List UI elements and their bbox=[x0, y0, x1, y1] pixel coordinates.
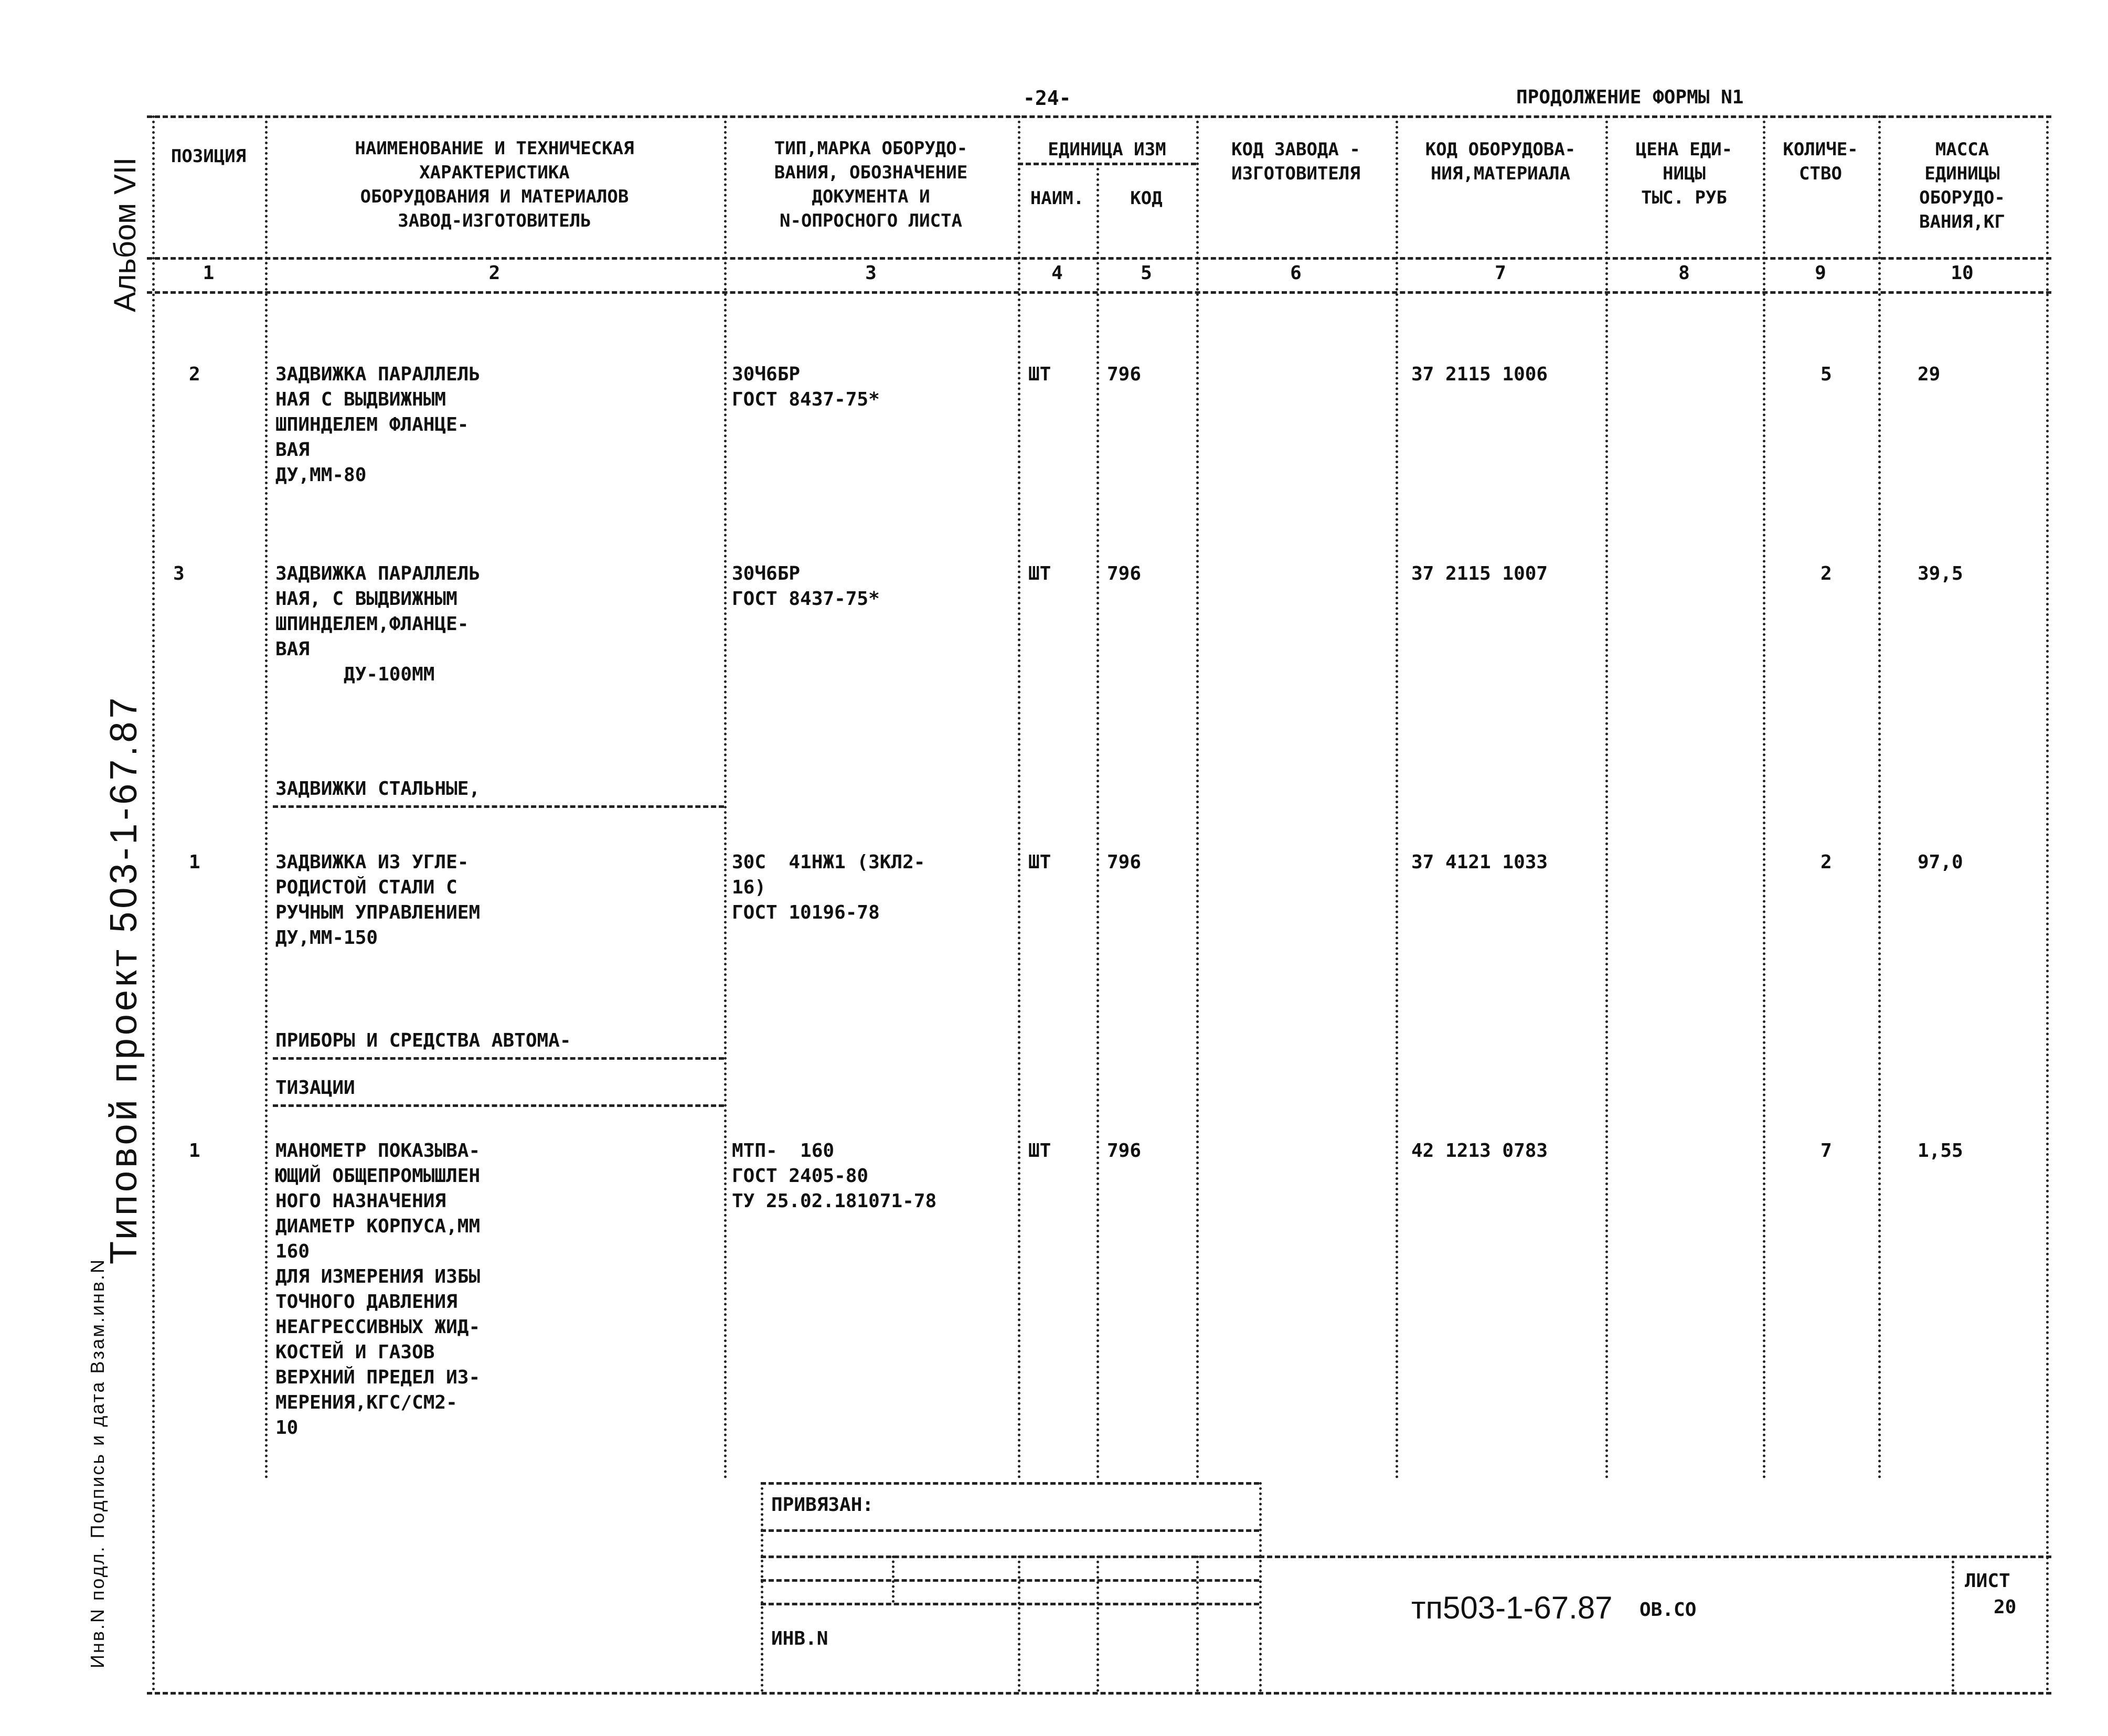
row-equipment-code: 37 2115 1007 bbox=[1411, 563, 1548, 584]
section-header: ЗАДВИЖКИ СТАЛЬНЫЕ, bbox=[275, 778, 481, 800]
document-code: тп503-1-67.87 bbox=[1411, 1590, 1613, 1625]
column-number: 6 bbox=[1290, 262, 1302, 284]
stamp-bound-label: ПРИВЯЗАН: bbox=[771, 1494, 874, 1516]
row-quantity: 2 bbox=[1820, 563, 1832, 584]
row-quantity: 2 bbox=[1820, 851, 1832, 873]
continuation-title: ПРОДОЛЖЕНИЕ ФОРМЫ N1 bbox=[1516, 87, 1744, 108]
column-number: 3 bbox=[865, 262, 877, 284]
header-position: ПОЗИЦИЯ bbox=[171, 146, 247, 167]
row-type: МТП- 160 ГОСТ 2405-80 ТУ 25.02.181071-78 bbox=[732, 1140, 937, 1212]
column-number: 2 bbox=[488, 262, 501, 284]
sheet-label: ЛИСТ bbox=[1965, 1570, 2010, 1592]
row-equipment-code: 37 4121 1033 bbox=[1411, 851, 1548, 873]
stamp-fields-label: Инв.N подл. Подпись и дата Взам.инв.N bbox=[87, 1258, 108, 1668]
column-number: 8 bbox=[1678, 262, 1690, 284]
row-unit-code: 796 bbox=[1107, 851, 1142, 873]
row-unit: ШТ bbox=[1028, 364, 1051, 385]
header-unit-code: КОД bbox=[1130, 188, 1163, 209]
section-underline bbox=[273, 1104, 724, 1107]
header-unit-price: ЦЕНА ЕДИ- НИЦЫ ТЫС. РУБ bbox=[1635, 139, 1733, 208]
row-quantity: 5 bbox=[1820, 364, 1832, 385]
row-type: 30Ч6БР ГОСТ 8437-75* bbox=[732, 563, 880, 610]
sheet-number: 20 bbox=[1994, 1596, 2017, 1618]
project-label: Типовой проект 503-1-67.87 bbox=[103, 694, 145, 1264]
column-number: 5 bbox=[1141, 262, 1152, 284]
section-header: ТИЗАЦИИ bbox=[275, 1077, 355, 1099]
row-unit: ШТ bbox=[1028, 851, 1051, 873]
row-unit: ШТ bbox=[1028, 1140, 1051, 1162]
column-number: 10 bbox=[1951, 262, 1974, 284]
row-name: ЗАДВИЖКА ПАРАЛЛЕЛЬ НАЯ, С ВЫДВИЖНЫМ ШПИНДЕЛЕМ,ФЛАНЦЕ- ВАЯ ДУ-100ММ bbox=[275, 563, 481, 685]
section-underline bbox=[273, 805, 724, 808]
column-number: 9 bbox=[1815, 262, 1826, 284]
section-header: ПРИБОРЫ И СРЕДСТВА АВТОМА- bbox=[275, 1030, 571, 1051]
album-label: Альбом VII bbox=[108, 157, 142, 312]
row-name: ЗАДВИЖКА ПАРАЛЛЕЛЬ НАЯ С ВЫДВИЖНЫМ ШПИНДЕЛЕМ ФЛАНЦЕ- ВАЯ ДУ,ММ-80 bbox=[275, 364, 481, 486]
header-type: ТИП,МАРКА ОБОРУДО- ВАНИЯ, ОБОЗНАЧЕНИЕ ДОКУМЕНТА И N-ОПРОСНОГО ЛИСТА bbox=[774, 138, 968, 231]
row-position: 1 bbox=[189, 1140, 200, 1162]
section-underline bbox=[273, 1057, 724, 1060]
row-unit: ШТ bbox=[1028, 563, 1051, 584]
row-position: 3 bbox=[173, 563, 185, 584]
row-mass: 39,5 bbox=[1918, 563, 1963, 584]
row-equipment-code: 37 2115 1006 bbox=[1411, 364, 1548, 385]
header-unit-group: ЕДИНИЦА ИЗМ bbox=[1048, 139, 1166, 160]
header-equipment-code: КОД ОБОРУДОВА- НИЯ,МАТЕРИАЛА bbox=[1425, 139, 1576, 184]
row-equipment-code: 42 1213 0783 bbox=[1411, 1140, 1548, 1162]
row-mass: 29 bbox=[1918, 364, 1941, 385]
row-name: ЗАДВИЖКА ИЗ УГЛЕ- РОДИСТОЙ СТАЛИ С РУЧНЫМ УПРАВЛЕНИЕМ ДУ,ММ-150 bbox=[275, 851, 481, 949]
row-unit-code: 796 bbox=[1107, 563, 1142, 584]
document-suffix: ОВ.СО bbox=[1639, 1599, 1697, 1621]
row-type: 30С 41НЖ1 (ЗКЛ2- 16) ГОСТ 10196-78 bbox=[732, 851, 925, 923]
column-number: 7 bbox=[1495, 262, 1506, 284]
row-type: 30Ч6БР ГОСТ 8437-75* bbox=[732, 364, 880, 410]
row-position: 1 bbox=[189, 851, 200, 873]
row-position: 2 bbox=[189, 364, 200, 385]
row-unit-code: 796 bbox=[1107, 1140, 1142, 1162]
header-unit-mass: МАССА ЕДИНИЦЫ ОБОРУДО- ВАНИЯ,КГ bbox=[1919, 139, 2005, 232]
row-unit-code: 796 bbox=[1107, 364, 1142, 385]
stamp-inv-label: ИНВ.N bbox=[771, 1628, 828, 1649]
header-unit-name: НАИМ. bbox=[1030, 188, 1084, 209]
column-number: 4 bbox=[1051, 262, 1063, 284]
page-number: -24- bbox=[1023, 87, 1071, 110]
column-number: 1 bbox=[203, 262, 215, 284]
row-quantity: 7 bbox=[1820, 1140, 1832, 1162]
header-factory-code: КОД ЗАВОДА - ИЗГОТОВИТЕЛЯ bbox=[1231, 139, 1360, 184]
header-name: НАИМЕНОВАНИЕ И ТЕХНИЧЕСКАЯ ХАРАКТЕРИСТИКА ОБОРУДОВАНИЯ И МАТЕРИАЛОВ ЗАВОД-ИЗГОТОВИТЕЛЬ bbox=[355, 138, 634, 231]
row-name: МАНОМЕТР ПОКАЗЫВА- ЮЩИЙ ОБЩЕПРОМЫШЛЕН НОГО НАЗНАЧЕНИЯ ДИАМЕТР КОРПУСА,ММ 160 ДЛЯ ИЗМЕРЕНИЯ ИЗБЫ ТОЧНОГО ДАВЛЕНИЯ НЕАГРЕССИВНЫХ ЖИД- КОСТЕЙ И ГАЗОВ ВЕРХНИЙ ПРЕДЕЛ ИЗ- МЕРЕНИЯ,КГС/СМ2- 10 bbox=[275, 1140, 481, 1439]
row-mass: 97,0 bbox=[1918, 851, 1963, 873]
header-quantity: КОЛИЧЕ- СТВО bbox=[1783, 139, 1858, 184]
row-mass: 1,55 bbox=[1918, 1140, 1963, 1162]
